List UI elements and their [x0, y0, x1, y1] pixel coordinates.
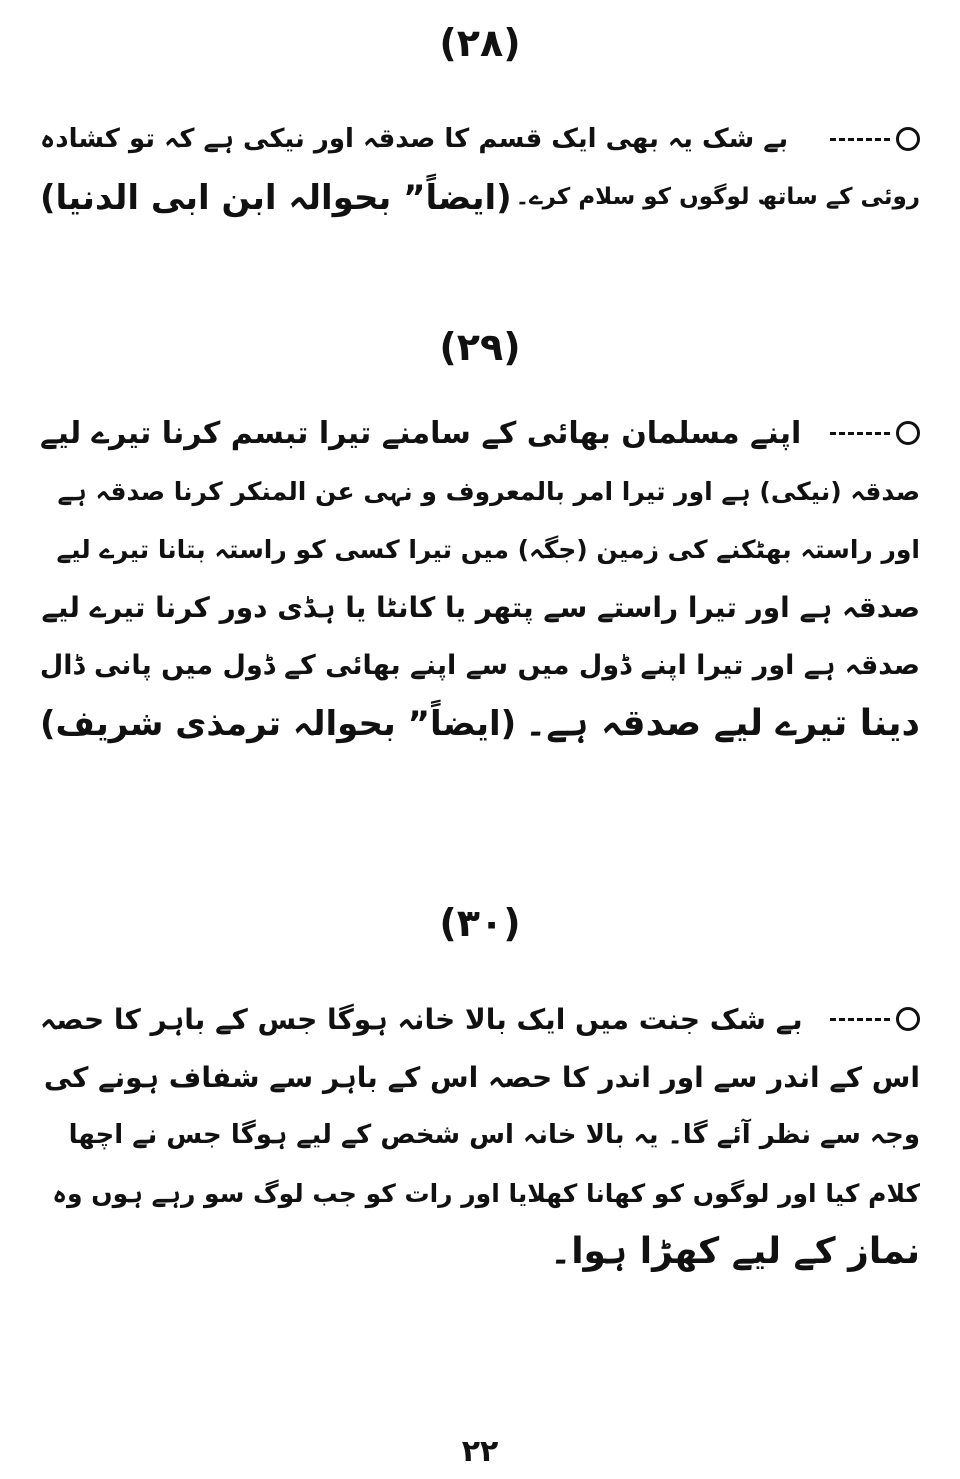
text-line-content: صدقہ (نیکی) ہے اور تیرا امر بالمعروف و نہی عن المنکر کرنا صدقہ ہے	[57, 476, 920, 506]
circle-dash-bullet-icon	[830, 421, 920, 445]
text-line-content: دینا تیرے لیے صدقہ ہے۔	[525, 702, 920, 744]
section-29-body	[40, 404, 920, 752]
text-line	[40, 1222, 920, 1280]
section-number-29: (۲۹)	[439, 325, 521, 369]
text-line	[40, 578, 920, 636]
text-line-content: اس کے اندر سے اور اندر کا حصہ اس کے باہر سے شفاف ہونے کی	[43, 1060, 920, 1094]
text-line-content: کلام کیا اور لوگوں کو کھانا کھلایا اور رات کو جب لوگ سو رہے ہوں وہ	[52, 1178, 920, 1208]
section-number-30: (۳۰)	[439, 901, 521, 945]
circle-dash-bullet-icon	[830, 127, 920, 151]
text-line-content: وجہ سے نظر آئے گا۔ یہ بالا خانہ اس شخص کے لیے ہوگا جس نے اچھا	[68, 1120, 920, 1150]
text-line	[40, 1164, 920, 1222]
text-line	[40, 990, 920, 1048]
section-30-body	[40, 990, 920, 1280]
text-line	[40, 404, 920, 462]
text-line	[40, 110, 920, 168]
text-line-content: اور راستہ بھٹکنے کی زمین (جگہ) میں تیرا کسی کو راستہ بتانا تیرے لیے	[56, 534, 920, 564]
circle-dash-bullet-icon	[830, 1007, 920, 1031]
reference-citation: (ایضاً” بحوالہ ترمذی شریف)	[40, 703, 517, 744]
reference-citation: (ایضاً” بحوالہ ابن ابی الدنیا)	[40, 177, 512, 218]
text-line	[40, 520, 920, 578]
text-line	[40, 636, 920, 694]
text-line-content: بے شک جنت میں ایک بالا خانہ ہوگا جس کے باہر کا حصہ	[40, 1002, 803, 1036]
text-line-content: صدقہ ہے اور تیرا اپنے ڈول میں سے اپنے بھائی کے ڈول میں پانی ڈال	[40, 649, 920, 681]
text-line	[40, 168, 920, 226]
text-line	[40, 694, 920, 752]
text-line	[40, 1048, 920, 1106]
page-number: ۲۲	[461, 1434, 499, 1469]
text-line	[40, 1106, 920, 1164]
text-line-content: بے شک یہ بھی ایک قسم کا صدقہ اور نیکی ہے کہ تو کشادہ	[40, 124, 789, 154]
text-line-content: روئی کے ساتھ لوگوں کو سلام کرے۔	[515, 184, 920, 210]
text-line-content: اپنے مسلمان بھائی کے سامنے تیرا تبسم کرنا تیرے لیے	[40, 415, 802, 451]
text-line-content: نماز کے لیے کھڑا ہوا۔	[550, 1230, 920, 1272]
text-line	[40, 462, 920, 520]
section-28-body	[40, 110, 920, 226]
text-line-content: صدقہ ہے اور تیرا راستے سے پتھر یا کانٹا یا ہڈی دور کرنا تیرے لیے	[41, 590, 920, 624]
section-number-28: (۲۸)	[439, 21, 521, 65]
